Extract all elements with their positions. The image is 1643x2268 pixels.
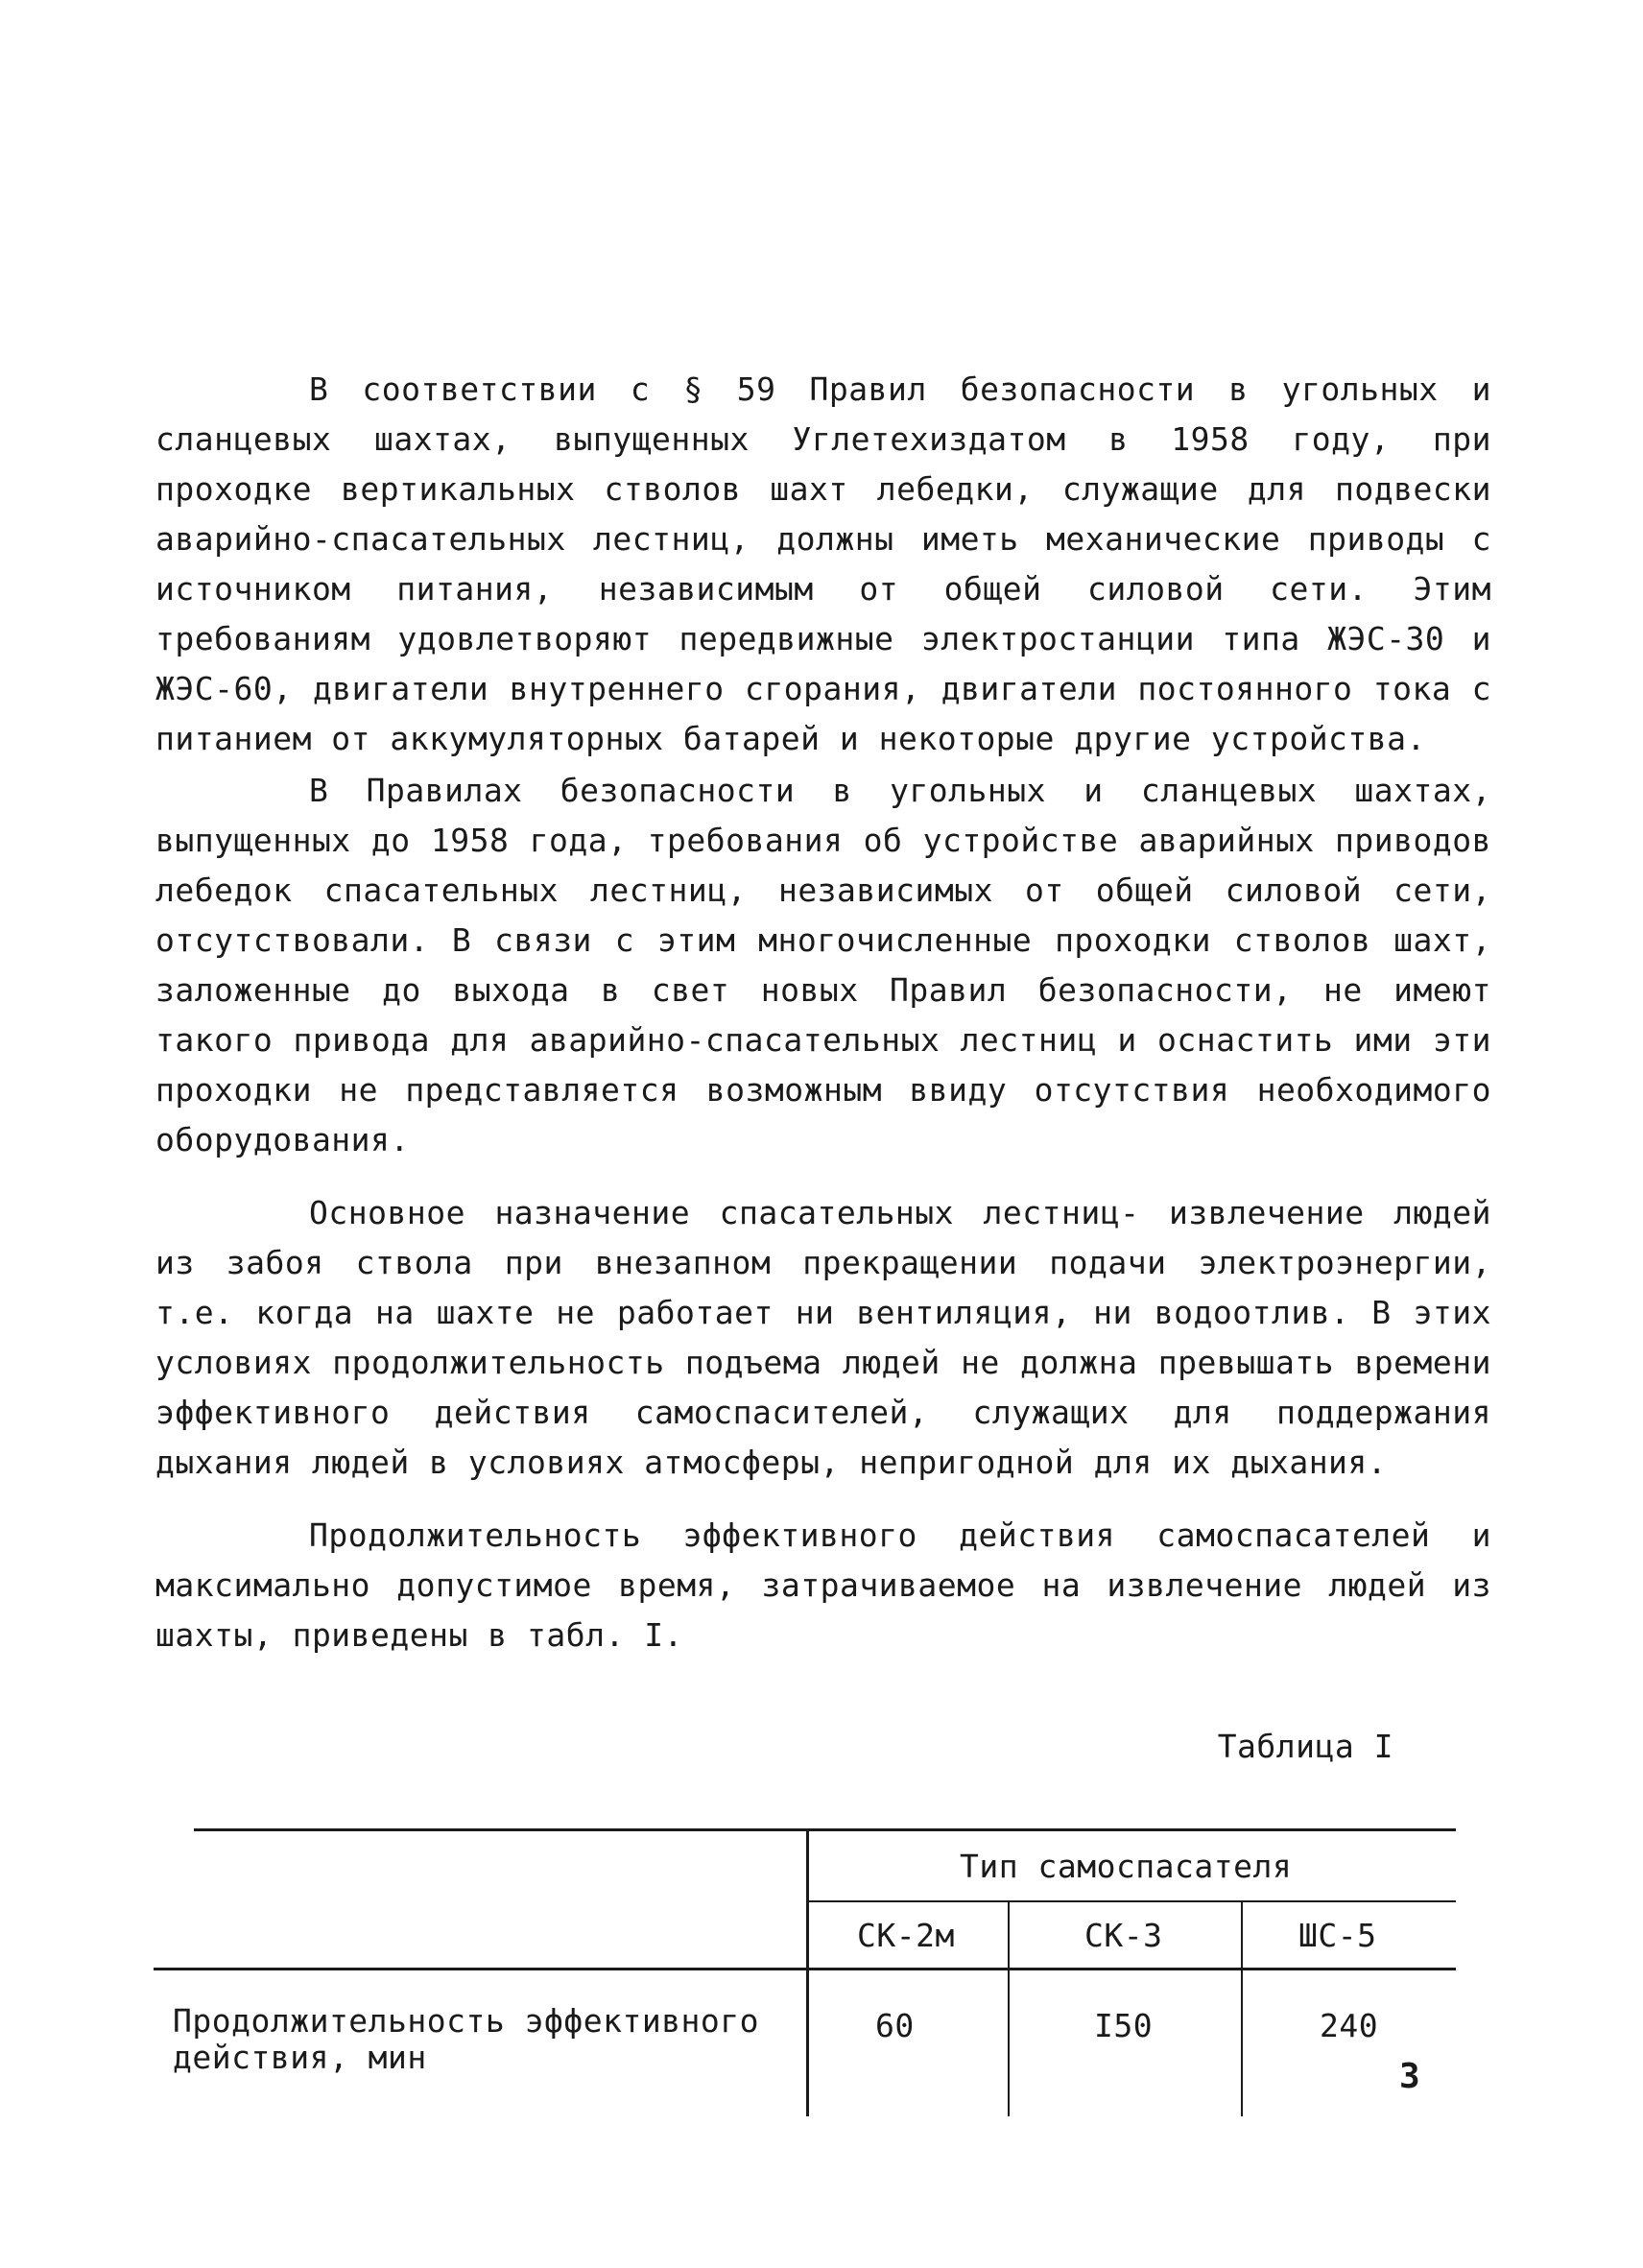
body-text (155, 365, 1491, 1660)
table-cell: 240 (1320, 2007, 1379, 2044)
table-caption: Таблица I (1217, 1728, 1393, 1765)
table-header-rule (154, 1968, 1456, 1970)
table-cell: I50 (1094, 2007, 1154, 2044)
paragraph-4: Продолжительность эффективного действия самоспасателей и максимально допустимое время, затрачиваемое на извлечение людей из шахты, приведены в табл. I. (155, 1516, 1491, 1654)
page-number: 3 (1399, 2057, 1420, 2096)
table-column-header: СК-3 (1084, 1917, 1163, 1954)
table-vertical-rule-3 (1241, 1900, 1243, 2116)
paragraph-2: В Правилах безопасности в угольных и сланцевых шахтах, выпущенных до 1958 года, требования об устройстве аварийных приводов лебедок спасательных лестниц, независимых от общей силовой сети, отсутствовали. В связи с этим многочисленные проходки стволов шахт, заложенные до выхода в свет новых Правил безопасности, не имеют такого привода для аварийно-спасательных лестниц и оснастить ими эти проходки не представляется возможным ввиду отсутствия необходимого оборудования. (155, 772, 1491, 1158)
table-vertical-rule-2 (1008, 1900, 1010, 2116)
table-vertical-rule-1 (806, 1828, 809, 2116)
data-table (154, 1828, 1456, 2116)
paragraph-3: Основное назначение спасательных лестниц- извлечение людей из забоя ствола при внезапном прекращении подачи электроэнергии, т.е. когда на шахте не работает ни вентиляция, ни водоотлив. В этих условиях продолжительность подъема людей не должна превышать времени эффективного действия самоспасителей, служащих для поддержания дыхания людей в условиях атмосферы, непригодной для их дыхания. (155, 1194, 1491, 1481)
table-top-rule (194, 1828, 1456, 1831)
paragraph-1: В соответствии с § 59 Правил безопасности в угольных и сланцевых шахтах, выпущенных Углетехиздатом в 1958 году, при проходке вертикальных стволов шахт лебедки, служащие для подвески аварийно-спасательных лестниц, должны иметь механические приводы с источником питания, независимым от общей силовой сети. Этим требованиям удовлетворяют передвижные электростанции типа ЖЭС-30 и ЖЭС-60, двигатели внутреннего сгорания, двигатели постоянного тока с питанием от аккумуляторных батарей и некоторые другие устройства. (155, 370, 1491, 757)
table-column-header: СК-2м (857, 1917, 955, 1954)
table-row-label: Продолжительность эффективного действия, мин (173, 2002, 760, 2076)
table-group-header: Тип самоспасателя (960, 1848, 1293, 1885)
table-column-header: ШС-5 (1298, 1917, 1377, 1954)
table-cell: 60 (875, 2007, 915, 2044)
table-subheader-rule (806, 1900, 1456, 1902)
